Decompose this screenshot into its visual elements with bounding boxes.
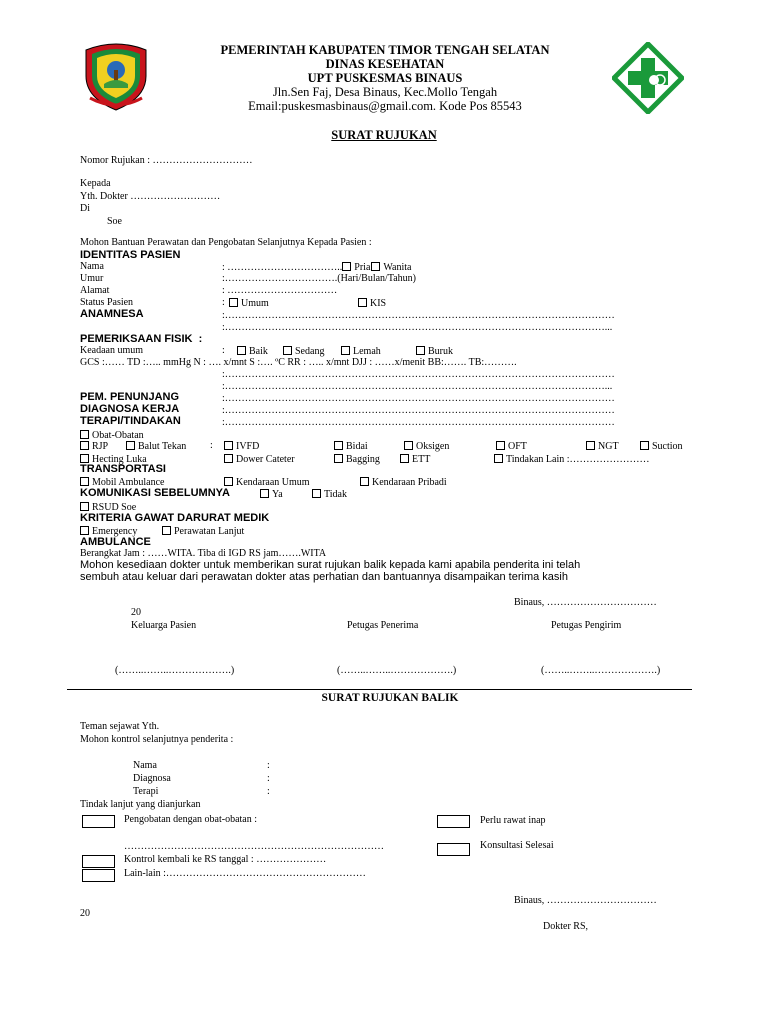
mohon-kontrol: Mohon kontrol selanjutnya penderita : [80, 734, 234, 745]
sedang-checkbox[interactable] [283, 346, 292, 355]
diagnosa-heading: DIAGNOSA KERJA [80, 403, 180, 415]
di-label: Di [80, 203, 90, 214]
oft-checkbox[interactable] [496, 441, 505, 450]
closing-line-1: Mohon kesediaan dokter untuk memberikan surat rujukan balik kepada kami apabila penderita ini telah [80, 559, 581, 571]
diagnosa-line: :……………………………………………………………………………………………………… [222, 405, 615, 416]
emergency-checkbox[interactable] [80, 526, 89, 535]
dower-checkbox[interactable] [224, 454, 233, 463]
soe-label: Soe [107, 216, 122, 227]
umur-field: :…………………………….(Hari/Bulan/Tahun) [222, 273, 416, 284]
keadaan-colon: : [222, 345, 225, 356]
ett-option: ETT [400, 454, 430, 465]
rsud-checkbox[interactable] [80, 502, 89, 511]
header-line-4: Jln.Sen Faj, Desa Binaus, Kec.Mollo Tengah [272, 85, 498, 99]
tidak-option: Tidak [312, 489, 347, 500]
bagging-checkbox[interactable] [334, 454, 343, 463]
balik-nama-label: Nama [133, 760, 157, 771]
alamat-label: Alamat [80, 285, 110, 296]
section-divider [67, 689, 692, 690]
vitals-line: GCS :…… TD :….. mmHg N : …. x/mnt S :…. ºC RR : ….. x/mnt DJJ : ……x/menit BB:……. TB:………. [80, 357, 517, 368]
fisik-heading: PEMERIKSAAN FISIK : [80, 333, 203, 345]
nama-field: : …………………………….. Pria Wanita [222, 262, 412, 273]
lemah-option: Lemah [341, 346, 381, 357]
fisik-line-1: :……………………………………………………………………………………………………… [222, 369, 615, 380]
terapi-row1-colon: : [210, 440, 213, 451]
kriteria-heading: KRITERIA GAWAT DARURAT MEDIK [80, 512, 270, 524]
hecting-checkbox[interactable] [80, 454, 89, 463]
terapi-heading: TERAPI/TINDAKAN [80, 415, 181, 427]
mobil-ambulance-option: Mobil Ambulance [80, 477, 165, 488]
balik-title: SURAT RUJUKAN BALIK [321, 692, 459, 704]
balik-terapi-label: Terapi [133, 786, 159, 797]
kis-checkbox[interactable] [358, 298, 367, 307]
tidak-checkbox[interactable] [312, 489, 321, 498]
balut-option: Balut Tekan [126, 441, 186, 452]
dokter-rs-label: Dokter RS, [543, 921, 588, 932]
kontrol-label: Kontrol kembali ke RS tanggal : ………………… [124, 854, 327, 865]
emergency-option: Emergency [80, 526, 137, 537]
tindakan-lain-checkbox[interactable] [494, 454, 503, 463]
kendaraan-umum-checkbox[interactable] [224, 477, 233, 486]
document-title: SURAT RUJUKAN [331, 128, 437, 142]
petugas-penerima-label: Petugas Penerima [347, 620, 419, 631]
closing-line-2: sembuh atau keluar dari perawatan dokter atas perhatian dan bantuannya disampaikan terima kasih [80, 571, 568, 583]
anamnesa-line-1: :……………………………………………………………………………………………………… [222, 310, 615, 321]
regency-crest-icon [80, 40, 152, 112]
puskesmas-logo-icon [612, 42, 684, 114]
ivfd-checkbox[interactable] [224, 441, 233, 450]
balik-nama-colon: : [267, 760, 270, 771]
header-line-5: Email:puskesmasbinaus@gmail.com. Kode Pos 85543 [248, 99, 522, 113]
balik-diagnosa-label: Diagnosa [133, 773, 171, 784]
dower-option: Dower Cateter [224, 454, 295, 465]
keluarga-pasien-label: Keluarga Pasien [131, 620, 197, 631]
kontrol-checkbox[interactable] [82, 855, 115, 868]
konsultasi-label: Konsultasi Selesai [480, 840, 554, 851]
pria-checkbox[interactable] [342, 262, 351, 271]
obat-option: Obat-Obatan [80, 430, 144, 441]
suction-option: Suction [640, 441, 683, 452]
status-colon: : [222, 297, 225, 308]
mohon-bantuan: Mohon Bantuan Perawatan dan Pengobatan Selanjutnya Kepada Pasien : [80, 237, 372, 248]
ngt-option: NGT [586, 441, 619, 452]
balik-year: 20 [80, 908, 90, 919]
ya-checkbox[interactable] [260, 489, 269, 498]
perawatan-lanjut-checkbox[interactable] [162, 526, 171, 535]
kis-option: KIS [358, 298, 386, 309]
kendaraan-umum-option: Kendaraan Umum [224, 477, 310, 488]
bidai-checkbox[interactable] [334, 441, 343, 450]
yth-dokter: Yth. Dokter ……………………… [80, 191, 221, 202]
kendaraan-pribadi-option: Kendaraan Pribadi [360, 477, 447, 488]
signature-place-date: Binaus, …………………………… [514, 597, 657, 608]
hecting-option: Hecting Luka [80, 454, 147, 465]
nomor-rujukan: Nomor Rujukan : ………………………… [80, 155, 253, 166]
bagging-option: Bagging [334, 454, 380, 465]
mobil-ambulance-checkbox[interactable] [80, 477, 89, 486]
umur-label: Umur [80, 273, 104, 284]
ya-option: Ya [260, 489, 283, 500]
oksigen-option: Oksigen [404, 441, 449, 452]
rjp-checkbox[interactable] [80, 441, 89, 450]
berangkat-line: Berangkat Jam : ……WITA. Tiba di IGD RS jam…….WITA [80, 548, 327, 559]
ivfd-option: IVFD [224, 441, 259, 452]
kepada-label: Kepada [80, 178, 111, 189]
tindak-lanjut-label: Tindak lanjut yang dianjurkan [80, 799, 201, 810]
header-line-3: UPT PUSKESMAS BINAUS [307, 71, 463, 85]
wanita-checkbox[interactable] [371, 262, 380, 271]
fisik-line-2: :……………………………………………………………………………………………………... [222, 381, 613, 392]
balut-checkbox[interactable] [126, 441, 135, 450]
signature-blank-3: (……..……..……………….) [541, 665, 661, 676]
perawatan-lanjut-option: Perawatan Lanjut [162, 526, 244, 537]
ngt-checkbox[interactable] [586, 441, 595, 450]
lain-checkbox[interactable] [82, 869, 115, 882]
signature-blank-2: (……..……..……………….) [337, 665, 457, 676]
obat-checkbox[interactable] [80, 430, 89, 439]
pengobatan-label: Pengobatan dengan obat-obatan : [124, 814, 258, 825]
rsud-option: RSUD Soe [80, 502, 136, 513]
signature-blank-1: (……..……..……………….) [115, 665, 235, 676]
balik-terapi-colon: : [267, 786, 270, 797]
tindakan-lain-option: Tindakan Lain :…………………… [494, 454, 650, 465]
signature-year: 20 [131, 607, 141, 618]
rjp-option: RJP [80, 441, 108, 452]
sedang-option: Sedang [283, 346, 324, 357]
anamnesa-heading: ANAMNESA [80, 308, 144, 320]
umum-option: Umum [229, 298, 269, 309]
rawat-inap-checkbox[interactable] [437, 815, 470, 828]
komunikasi-heading: KOMUNIKASI SEBELUMNYA [80, 487, 230, 499]
terapi-line: :……………………………………………………………………………………………………… [222, 417, 615, 428]
ett-checkbox[interactable] [400, 454, 409, 463]
balik-diagnosa-colon: : [267, 773, 270, 784]
penunjang-heading: PEM. PENUNJANG [80, 391, 180, 403]
oft-option: OFT [496, 441, 527, 452]
keadaan-label: Keadaan umum [80, 345, 144, 356]
identitas-heading: IDENTITAS PASIEN [80, 249, 181, 261]
status-label: Status Pasien [80, 297, 134, 308]
teman-sejawat: Teman sejawat Yth. [80, 721, 160, 732]
ambulance-heading: AMBULANCE [80, 536, 151, 548]
balik-place-date: Binaus, …………………………… [514, 895, 657, 906]
kendaraan-pribadi-checkbox[interactable] [360, 477, 369, 486]
petugas-pengirim-label: Petugas Pengirim [551, 620, 622, 631]
rawat-inap-label: Perlu rawat inap [480, 815, 546, 826]
baik-option: Baik [237, 346, 268, 357]
pengobatan-checkbox[interactable] [82, 815, 115, 828]
baik-checkbox[interactable] [237, 346, 246, 355]
penunjang-line: :……………………………………………………………………………………………………… [222, 393, 615, 404]
buruk-option: Buruk [416, 346, 453, 357]
lain-label: Lain-lain :…………………………………………………… [124, 868, 366, 879]
konsultasi-checkbox[interactable] [437, 843, 470, 856]
umum-checkbox[interactable] [229, 298, 238, 307]
transportasi-heading: TRANSPORTASI [80, 463, 166, 475]
pengobatan-line: …………………………………………………………………… [124, 841, 384, 852]
anamnesa-line-2: :……………………………………………………………………………………………………... [222, 322, 613, 333]
oksigen-checkbox[interactable] [404, 441, 413, 450]
suction-checkbox[interactable] [640, 441, 649, 450]
buruk-checkbox[interactable] [416, 346, 425, 355]
nama-label: Nama [80, 261, 104, 272]
bidai-option: Bidai [334, 441, 368, 452]
alamat-field: : …………………………… [222, 285, 338, 296]
lemah-checkbox[interactable] [341, 346, 350, 355]
header-line-1: PEMERINTAH KABUPATEN TIMOR TENGAH SELATAN [220, 43, 550, 57]
header-line-2: DINAS KESEHATAN [325, 57, 445, 71]
